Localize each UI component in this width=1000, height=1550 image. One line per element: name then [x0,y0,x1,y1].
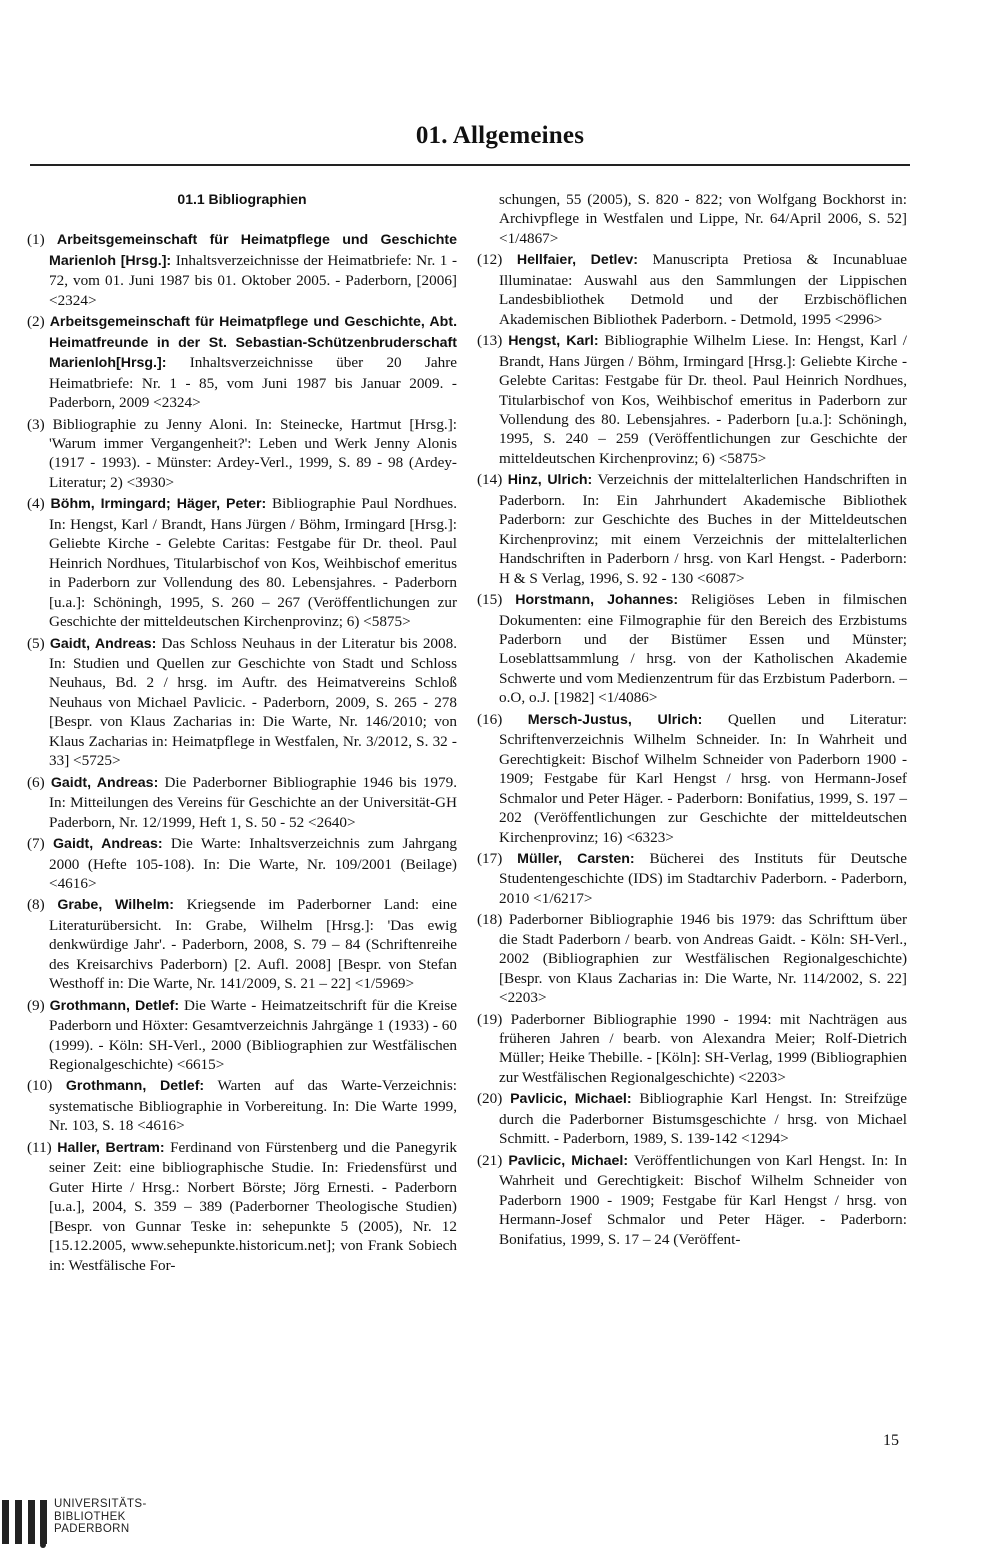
entry-text: Die Warte - Heimatzeitschrift für die Kreise Paderborn und Höxter: Gesamtverzeichnis Jahrgänge 1 (1933) - 60 (1999). - Köln: SH-Verl., 2000 (Bibliographien zur Westfälischen Regionalgeschichte) <6615> [49,996,458,1074]
entry-author: Grabe, Wilhelm: [57,897,174,914]
logo-line: UNIVERSITÄTS- [54,1498,147,1510]
bibliography-entry [477,1151,907,1249]
continued-entry-text: schungen, 55 (2005), S. 820 - 822; von Wolfgang Bockhorst in: Archivpflege in Westfalen und Lippe, Nr. 64/April 2006, S. 52] <1/4867> [499,191,907,247]
entry-text: Bibliographie zu Jenny Aloni. In: Steinecke, Hartmut [Hrsg.]: 'Warum immer Vergangenheit?': Leben und Werk Jenny Alonis (1917 - 1993). - Münster: Ardey-Verl., 1999, S. 89 - 98 (Ardey-Literatur; 2) <3930> [49,415,457,491]
entry-number: (9) [27,996,45,1014]
logo-line: PADERBORN [54,1523,130,1535]
entry-author: Grothmann, Detlef: [65,1078,205,1095]
bibliography-entry [477,710,907,847]
entry-number: (19) [477,1010,503,1028]
entry-author: Haller, Bertram: [57,1139,165,1156]
bibliography-entry [27,1138,457,1275]
entry-number: (12) [477,251,503,269]
entry-author: Pavlicic, Michael: [510,1091,632,1108]
entry-text: Verzeichnis der mittelalterlichen Handschriften in Paderborn. In: Ein Jahrhundert Akademische Bibliothek Paderborn: zur Geschichte des Buches in der Mitteldeutschen Kirchenprovinz; mit einem Verzeichnis der mittelalterlichen Handschriften in Paderborn / hrsg. von Karl Hengst. - Paderborn: H & S Verlag, 1996, S. 92 - 130 <6087> [499,471,907,587]
entry-number: (8) [27,896,45,914]
entry-number: (5) [27,634,45,652]
bibliography-entry [27,773,457,832]
library-logo [0,1496,160,1550]
entry-text: Das Schloss Neuhaus in der Literatur bis 2008. In: Studien und Quellen zur Geschichte von Stadt und Schloss Neuhaus, Bd. 2 / hrsg. im Auftr. des Heimatvereins Schloß Neuhaus von Michael Pavlicic. - Paderborn, 2009, S. 265 - 278 [Bespr. von Klaus Zacharias in: Die Warte, Nr. 146/2010; von Klaus Zacharias in: Heimatpflege in Westfalen, Nr. 3/2012, S. 32 - 33] <5725> [49,634,457,770]
bibliography-entry [477,1089,907,1148]
left-column [27,190,457,1277]
entry-text: Bibliographie Karl Hengst. In: Streifzüge durch die Paderborner Bistumsgeschichte / hrsg. von Michael Schmitt. - Paderborn, 1989, S. 139-142 <1294> [499,1090,908,1148]
entry-number: (15) [477,591,503,609]
logo-dot-icon [40,1542,46,1548]
page-title: 01. Allgemeines [415,122,585,149]
entry-author: Müller, Carsten: [517,850,635,867]
bibliography-entry [477,1010,907,1088]
entry-number: (2) [27,313,45,331]
entry-text: Religiöses Leben in filmischen Dokumenten: eine Filmographie für den Bereich des Erzbistums Paderborn und der Bistümer Essen und Münster; Loseblattsammlung / hrsg. von der Katholischen Akademie Schwerte und vom Medienzentrum für das Erzbistum Paderborn. – o.O, o.J. [1982] <1/4086> [499,591,907,707]
bibliography-entry [27,895,457,993]
title-rule [30,164,910,166]
entry-text: Bibliographie Wilhelm Liese. In: Hengst, Karl / Brandt, Hans Jürgen / Böhm, Irmingard [Hrsg.]: Geliebte Kirche - Gelebte Caritas: Festgabe für Dr. theol. Paul Heinrich Nordhues, Titularbischof von Kos, Weihbischof emeritus in Paderborn zur Vollendung des 80. Lebensjahres. - Paderborn [u.a.]: Schöningh, 1995, S. 240 – 259 (Veröffentlichungen zur Geschichte der mitteldeutschen Kirchenprovinz; 6) <5875> [499,332,907,467]
entry-author: Böhm, Irmingard; Häger, Peter: [50,496,267,513]
entry-author: Grothmann, Detlef: [49,997,180,1014]
page-number: 15 [883,1432,899,1449]
entry-number: (4) [27,495,45,513]
entry-text: Paderborner Bibliographie 1990 - 1994: mit Nachträgen aus früheren Jahren / bearb. von Alexandra Meier; Rolf-Dietrich Müller; Heike Thebille. - [Köln]: SH-Verlag, 1999 (Bibliographien zur Westfälischen Regionalgeschichte) <2203> [499,1010,908,1086]
bibliography-entry [27,494,457,631]
entry-author: Hellfaier, Detlev: [516,252,638,269]
entry-text: Warten auf das Warte-Verzeichnis: systematische Bibliographie in Vorbereitung. In: Die Warte 1999, Nr. 103, S. 18 <4616> [49,1077,458,1135]
entry-author: Hinz, Ulrich: [507,472,593,489]
left-entry-list [27,230,457,1275]
entry-author: Gaidt, Andreas: [53,836,163,853]
entry-author: Arbeitsgemeinschaft für Heimatpflege und Geschichte Marienloh [Hrsg.]: [49,232,458,269]
entry-text: Paderborner Bibliographie 1946 bis 1979: das Schrifttum über die Stadt Paderborn / bearb. von Andreas Gaidt. - Köln: SH-Verl., 2002 (Bibliographien zur Westfälischen Regionalgeschichte) [Bespr. von Klaus Zacharias in: Die Warte, Nr. 114/2002, S. 22] <2203> [499,911,908,1007]
entry-number: (17) [477,849,503,867]
right-column [477,190,907,1251]
bibliography-entry [477,331,907,468]
entry-number: (21) [477,1151,503,1169]
entry-text: Inhaltsverzeichnisse der Heimatbriefe: Nr. 1 - 72, vom 01. Juni 1987 bis 01. Oktober 2005. - Paderborn, [2006] <2324> [49,251,458,309]
entry-number: (20) [477,1090,503,1108]
entry-text: Ferdinand von Fürstenberg und die Panegyrik seiner Zeit: eine bibliographische Studie. In: Friedensfürst und Guter Hirte / Hrsg.: Norbert Börste; Jörg Ernesti. - Paderborn [u.a.], 2004, S. 359 – 389 (Paderborner Theologische Studien) [Bespr. von Gunnar Teske in: sehepunkte 5 (2005), Nr. 12 [15.12.2005, www.sehepunkte.historicum.net]; von Frank Sobiech in: Westfälische For- [49,1138,458,1274]
bibliography-entry [27,312,457,412]
bibliography-entry [27,230,457,310]
entry-number: (1) [27,231,45,249]
entry-text: Manuscripta Pretiosa & Incunabluae Illuminatae: Auswahl aus den Sammlungen der Lippischen Landesbibliothek Detmold und der Erzbischöflichen Akademischen Bibliothek Paderborn. - Detmold, 1995 <2996> [499,251,908,328]
entry-author: Gaidt, Andreas: [49,635,157,652]
entry-text: Inhaltsverzeichnisse über 20 Jahre Heimatbriefe: Nr. 1 - 85, vom Juni 1987 bis Januar 2009. - Paderborn, 2009 <2324> [49,354,457,412]
bibliography-entry [27,634,457,771]
entry-number: (3) [27,415,45,433]
entry-author: Hengst, Karl: [508,333,599,350]
entry-number: (6) [27,773,45,791]
entry-author: Pavlicic, Michael: [508,1152,629,1169]
entry-number: (14) [477,471,503,489]
entry-text: Kriegsende im Paderborner Land: eine Literaturübersicht. In: Grabe, Wilhelm [Hrsg.]: 'Das ewig denkwürdige Jahr'. - Paderborn, 2008, S. 79 – 84 (Schriftenreihe des Kreisarchivs Paderborn) [2. Aufl. 2008] [Bespr. von Stefan Westhoff in: Die Warte, Nr. 141/2009, S. 21 – 22] <1/5969> [49,896,458,993]
entry-text: Quellen und Literatur: Schriftenverzeichnis Wilhelm Schneider. In: In Wahrheit und Gerechtigkeit: Bischof Wilhelm Schneider von Paderborn 1900 - 1909; Festgabe für Karl Hengst / hrsg. von Hermann-Josef Schmalor und Peter Häger. - Paderborn: Bonifatius, 1999, S. 197 – 202 (Veröffentlichungen zur Geschichte der mitteldeutschen Kirchenprovinz; 16) <6323> [499,710,907,846]
bibliography-entry [27,996,457,1075]
entry-number: (7) [27,835,45,853]
bibliography-entry [27,1076,457,1135]
entry-author: Arbeitsgemeinschaft für Heimatpflege und Geschichte, Abt. Heimatfreunde in der St. Sebastian-Schützenbruderschaft Marienloh[Hrsg.]: [49,314,458,372]
entry-number: (13) [477,332,503,350]
entry-number: (16) [477,710,503,728]
entry-author: Horstmann, Johannes: [515,592,679,609]
right-entry-list [477,250,907,1249]
logo-text [54,1498,147,1536]
entry-text: Bibliographie Paul Nordhues. In: Hengst, Karl / Brandt, Hans Jürgen / Böhm, Irmingard [Hrsg.]: Geliebte Kirche - Gelebte Caritas: Festgabe für Dr. theol. Paul Heinrich Nordhues, Titularbischof von Kos, Weihbischof emeritus in Paderborn zur Vollendung des 80. Lebensjahres. - Paderborn [u.a.]: Schöningh, 1995, S. 260 – 267 (Veröffentlichungen zur Geschichte der mitteldeutschen Kirchenprovinz; 6) <5875> [49,495,458,631]
bibliography-entry [477,849,907,908]
entry-text: Veröffentlichungen von Karl Hengst. In: In Wahrheit und Gerechtigkeit: Bischof Wilhelm Schneider von Paderborn 1900 - 1909; Festgabe für Karl Hengst / hrsg. von Hermann-Josef Schmalor und Peter Häger. - Paderborn: Bonifatius, 1999, S. 17 – 24 (Veröffent- [499,1151,908,1248]
entry-text: Die Warte: Inhaltsverzeichnis zum Jahrgang 2000 (Hefte 105-108). In: Die Warte, Nr. 109/2001 (Beilage) <4616> [49,835,458,892]
entry-author: Mersch-Justus, Ulrich: [527,711,703,728]
entry-author: Gaidt, Andreas: [50,774,159,791]
section-heading: 01.1 Bibliographien [177,191,307,207]
bibliography-entry [27,415,457,493]
entry-number: (18) [477,911,503,929]
entry-text: Bücherei des Instituts für Deutsche Studentengeschichte (IDS) im Stadtarchiv Paderborn. - Paderborn, 2010 <1/6217> [499,849,908,907]
entry-text: Die Paderborner Bibliographie 1946 bis 1979. In: Mitteilungen des Vereins für Geschichte an der Universität-GH Paderborn, Nr. 12/1999, Heft 1, S. 50 - 52 <2640> [49,773,458,831]
bibliography-entry [477,470,907,588]
bibliography-entry [477,910,907,1007]
bibliography-entry [477,250,907,329]
entry-number: (10) [27,1077,53,1095]
logo-line: BIBLIOTHEK [54,1510,126,1523]
bibliography-entry [27,834,457,893]
bibliography-entry [477,590,907,708]
logo-bars-icon [2,1500,48,1544]
entry-number: (11) [27,1138,52,1156]
